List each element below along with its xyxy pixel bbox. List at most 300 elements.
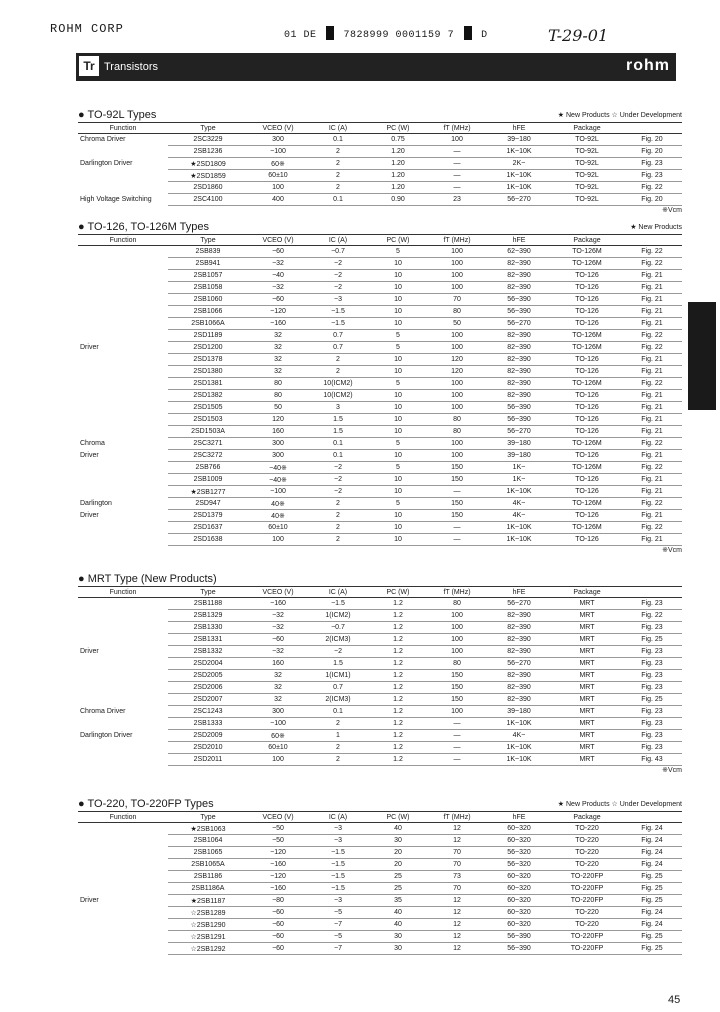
- table-row: [78, 414, 682, 426]
- function-cell: Darlington: [80, 500, 112, 507]
- function-cell: [78, 931, 168, 943]
- table-cell: 40: [368, 823, 428, 835]
- column-header: PC (W): [368, 812, 428, 823]
- table-cell: MRT: [552, 634, 622, 646]
- table-cell: 40※: [248, 498, 308, 510]
- table-cell: MRT: [552, 718, 622, 730]
- table-cell: TO-92L: [552, 182, 622, 194]
- table-cell: 39~180: [486, 706, 552, 718]
- table-cell: 300: [248, 438, 308, 450]
- table-row: [78, 718, 682, 730]
- column-header: IC (A): [308, 123, 368, 134]
- table-cell: 82~390: [486, 258, 552, 270]
- table-cell: TO-92L: [552, 134, 622, 146]
- table-row: [78, 522, 682, 534]
- table-cell: 2SB1236: [168, 146, 248, 158]
- table-cell: −160: [248, 598, 308, 610]
- block-mark: [326, 26, 334, 40]
- section-footnote: ※Vcm: [662, 207, 682, 214]
- table-cell: —: [428, 730, 486, 742]
- table-cell: 82~390: [486, 354, 552, 366]
- table-cell: 2SB1066A: [168, 318, 248, 330]
- table-cell: 32: [248, 366, 308, 378]
- table-row: [78, 742, 682, 754]
- table-cell: TO-220: [552, 847, 622, 859]
- table-cell: TO-126: [552, 354, 622, 366]
- table-cell: TO-220FP: [552, 895, 622, 907]
- table-cell: Fig. 22: [622, 498, 682, 510]
- table-cell: 10: [368, 426, 428, 438]
- table-row: [78, 835, 682, 847]
- table-cell: Fig. 25: [622, 634, 682, 646]
- column-header: Function: [78, 812, 168, 823]
- function-cell: [78, 270, 168, 282]
- table-cell: 2SD2004: [168, 658, 248, 670]
- column-header: [622, 235, 682, 246]
- section-footnote: ※Vcm: [662, 767, 682, 774]
- function-cell: Driver: [80, 897, 99, 904]
- table-cell: 2SC4100: [168, 194, 248, 206]
- table-cell: 1.2: [368, 646, 428, 658]
- table-cell: 100: [428, 270, 486, 282]
- section-to92l: [78, 108, 682, 216]
- table-row: [78, 330, 682, 342]
- table-cell: 5: [368, 378, 428, 390]
- table-cell: Fig. 21: [622, 474, 682, 486]
- function-cell: [78, 622, 168, 634]
- column-header: Package: [552, 587, 622, 598]
- table-cell: 12: [428, 835, 486, 847]
- table-cell: −1.5: [308, 318, 368, 330]
- function-cell: [78, 366, 168, 378]
- table-cell: 1.2: [368, 754, 428, 766]
- table-cell: 2SC3271: [168, 438, 248, 450]
- table-cell: TO-220FP: [552, 943, 622, 955]
- table-cell: 2SC1243: [168, 706, 248, 718]
- table-cell: MRT: [552, 682, 622, 694]
- table-cell: TO-126M: [552, 522, 622, 534]
- table-cell: 56~320: [486, 859, 552, 871]
- column-header: Type: [168, 812, 248, 823]
- side-index-tab: [688, 302, 716, 410]
- table-cell: −60: [248, 919, 308, 931]
- section-to220: [78, 797, 682, 955]
- function-cell: [78, 610, 168, 622]
- table-cell: −3: [308, 895, 368, 907]
- section-footnote: ※Vcm: [662, 547, 682, 554]
- table-cell: 2SD1200: [168, 342, 248, 354]
- table-row: [78, 134, 682, 146]
- table-cell: Fig. 22: [622, 462, 682, 474]
- table-cell: Fig. 22: [622, 610, 682, 622]
- table-cell: 30: [368, 931, 428, 943]
- table-cell: Fig. 23: [622, 730, 682, 742]
- table-cell: 40: [368, 907, 428, 919]
- table-cell: 2SB1186: [168, 871, 248, 883]
- table-cell: Fig. 21: [622, 306, 682, 318]
- table-row: [78, 498, 682, 510]
- function-cell: [78, 823, 168, 835]
- table-cell: TO-126M: [552, 246, 622, 258]
- table-cell: 2SD1638: [168, 534, 248, 546]
- table-cell: 80: [428, 426, 486, 438]
- table-cell: 80: [248, 378, 308, 390]
- table-cell: 30: [368, 943, 428, 955]
- function-cell: Chroma Driver: [80, 708, 126, 715]
- function-cell: Chroma: [80, 440, 105, 447]
- table-row: [78, 706, 682, 718]
- column-header: Package: [552, 123, 622, 134]
- table-cell: 60~320: [486, 919, 552, 931]
- table-cell: 1.5: [308, 658, 368, 670]
- table-cell: 39~180: [486, 438, 552, 450]
- function-cell: [78, 682, 168, 694]
- banner-title: Transistors: [104, 61, 158, 73]
- table-cell: 56~390: [486, 414, 552, 426]
- table-cell: —: [428, 742, 486, 754]
- table-cell: 2SB1332: [168, 646, 248, 658]
- section-legend-note: ★ New Products ☆ Under Development: [557, 801, 682, 808]
- table-cell: 1K~10K: [486, 182, 552, 194]
- table-cell: Fig. 25: [622, 931, 682, 943]
- table-row: [78, 859, 682, 871]
- function-cell: [78, 462, 168, 474]
- table-cell: 100: [428, 450, 486, 462]
- table-cell: TO-126: [552, 474, 622, 486]
- table-cell: 82~390: [486, 366, 552, 378]
- table-cell: 60~320: [486, 823, 552, 835]
- table-row: [78, 366, 682, 378]
- table-cell: 2SB1329: [168, 610, 248, 622]
- table-cell: 60※: [248, 730, 308, 742]
- table-cell: −100: [248, 486, 308, 498]
- table-row: [78, 246, 682, 258]
- table-cell: −32: [248, 610, 308, 622]
- column-header: hFE: [486, 587, 552, 598]
- table-cell: 60~320: [486, 895, 552, 907]
- table-cell: 1.2: [368, 598, 428, 610]
- function-cell: [78, 694, 168, 706]
- table-cell: Fig. 23: [622, 170, 682, 182]
- column-header: Function: [78, 587, 168, 598]
- column-header: fT (MHz): [428, 587, 486, 598]
- table-cell: TO-92L: [552, 158, 622, 170]
- table-cell: 2: [308, 366, 368, 378]
- table-cell: 1.20: [368, 182, 428, 194]
- table-row: [78, 450, 682, 462]
- table-row: [78, 598, 682, 610]
- table-cell: 2SB766: [168, 462, 248, 474]
- table-cell: TO-126: [552, 414, 622, 426]
- table-cell: 60※: [248, 158, 308, 170]
- table-cell: −60: [248, 246, 308, 258]
- function-cell: Driver: [80, 452, 99, 459]
- table-cell: 2SB1066: [168, 306, 248, 318]
- table-cell: −2: [308, 282, 368, 294]
- table-cell: Fig. 23: [622, 706, 682, 718]
- table-cell: 2: [308, 354, 368, 366]
- function-cell: [78, 146, 168, 158]
- table-cell: ★2SB1063: [168, 823, 248, 835]
- table-cell: −160: [248, 859, 308, 871]
- table-cell: 56~320: [486, 847, 552, 859]
- function-cell: Driver: [80, 512, 99, 519]
- table-cell: 2SD2007: [168, 694, 248, 706]
- table-cell: —: [428, 146, 486, 158]
- table-cell: Fig. 22: [622, 182, 682, 194]
- table-cell: MRT: [552, 754, 622, 766]
- table-cell: −32: [248, 646, 308, 658]
- table-cell: TO-92L: [552, 194, 622, 206]
- table-cell: 2: [308, 498, 368, 510]
- table-cell: 100: [248, 754, 308, 766]
- table-cell: 150: [428, 474, 486, 486]
- table-cell: 10(ICM2): [308, 390, 368, 402]
- function-cell: [78, 354, 168, 366]
- table-cell: —: [428, 486, 486, 498]
- table-cell: TO-126M: [552, 378, 622, 390]
- block-mark: [464, 26, 472, 40]
- table-cell: TO-220: [552, 823, 622, 835]
- table-cell: Fig. 21: [622, 270, 682, 282]
- column-header: hFE: [486, 812, 552, 823]
- table-cell: 100: [428, 402, 486, 414]
- table-cell: 100: [428, 390, 486, 402]
- table-cell: Fig. 23: [622, 670, 682, 682]
- table-cell: 12: [428, 907, 486, 919]
- table-cell: 80: [428, 414, 486, 426]
- function-cell: [78, 246, 168, 258]
- table-cell: 23: [428, 194, 486, 206]
- table-cell: Fig. 21: [622, 510, 682, 522]
- table-cell: 1.2: [368, 658, 428, 670]
- function-cell: [78, 182, 168, 194]
- column-header: Type: [168, 587, 248, 598]
- table-cell: 73: [428, 871, 486, 883]
- table-cell: ☆2SB1291: [168, 931, 248, 943]
- table-row: [78, 907, 682, 919]
- function-cell: [78, 414, 168, 426]
- table-cell: 32: [248, 330, 308, 342]
- function-cell: [78, 670, 168, 682]
- table-cell: 32: [248, 682, 308, 694]
- column-header: IC (A): [308, 587, 368, 598]
- table-cell: Fig. 23: [622, 658, 682, 670]
- table-cell: 400: [248, 194, 308, 206]
- function-cell: [78, 871, 168, 883]
- table-cell: 56~270: [486, 318, 552, 330]
- table-cell: 10: [368, 258, 428, 270]
- table-cell: TO-126M: [552, 438, 622, 450]
- column-header: VCEO (V): [248, 123, 308, 134]
- table-cell: 2: [308, 158, 368, 170]
- table-row: [78, 919, 682, 931]
- table-cell: TO-220: [552, 907, 622, 919]
- function-cell: High Voltage Switching: [80, 196, 152, 203]
- table-cell: 56~270: [486, 658, 552, 670]
- table-cell: 10: [368, 534, 428, 546]
- page-number: 45: [668, 994, 681, 1006]
- section-to126: [78, 220, 682, 556]
- table-cell: −2: [308, 486, 368, 498]
- table-cell: 3: [308, 402, 368, 414]
- table-cell: 39~180: [486, 134, 552, 146]
- table-cell: Fig. 23: [622, 158, 682, 170]
- table-cell: 0.1: [308, 438, 368, 450]
- table-cell: 100: [428, 646, 486, 658]
- table-cell: 120: [428, 366, 486, 378]
- table-cell: 150: [428, 498, 486, 510]
- table-row: [78, 754, 682, 766]
- table-cell: Fig. 43: [622, 754, 682, 766]
- table-row: [78, 294, 682, 306]
- table-cell: —: [428, 754, 486, 766]
- table-cell: —: [428, 182, 486, 194]
- column-header: IC (A): [308, 812, 368, 823]
- section-title: ● TO-220, TO-220FP Types: [78, 798, 214, 810]
- table-cell: Fig. 21: [622, 282, 682, 294]
- column-header: PC (W): [368, 235, 428, 246]
- table-cell: 100: [428, 342, 486, 354]
- table-cell: Fig. 23: [622, 598, 682, 610]
- table-cell: 82~390: [486, 330, 552, 342]
- function-cell: Darlington Driver: [80, 160, 133, 167]
- table-cell: 10: [368, 402, 428, 414]
- table-cell: 100: [428, 258, 486, 270]
- table-cell: 56~390: [486, 294, 552, 306]
- table-cell: 25: [368, 883, 428, 895]
- table-cell: Fig. 21: [622, 354, 682, 366]
- table-cell: 32: [248, 670, 308, 682]
- table-cell: 56~270: [486, 194, 552, 206]
- function-cell: [78, 534, 168, 546]
- table-cell: 12: [428, 895, 486, 907]
- table-cell: 2SC3229: [168, 134, 248, 146]
- table-cell: 60±10: [248, 522, 308, 534]
- table-cell: −1.5: [308, 306, 368, 318]
- table-cell: Fig. 21: [622, 426, 682, 438]
- table-cell: −60: [248, 634, 308, 646]
- table-cell: 56~390: [486, 402, 552, 414]
- table-cell: 150: [428, 682, 486, 694]
- table-cell: 56~390: [486, 306, 552, 318]
- table-cell: −3: [308, 294, 368, 306]
- section-mrt: [78, 572, 682, 776]
- table-cell: MRT: [552, 610, 622, 622]
- table-cell: 12: [428, 931, 486, 943]
- table-cell: TO-126M: [552, 498, 622, 510]
- table-cell: 1K~10K: [486, 718, 552, 730]
- table-cell: 2SD2005: [168, 670, 248, 682]
- table-cell: —: [428, 534, 486, 546]
- table-cell: MRT: [552, 646, 622, 658]
- column-header: Function: [78, 235, 168, 246]
- table-cell: −3: [308, 835, 368, 847]
- table-cell: 150: [428, 694, 486, 706]
- table-cell: Fig. 24: [622, 823, 682, 835]
- table-cell: 2(ICM3): [308, 694, 368, 706]
- function-cell: [78, 754, 168, 766]
- table-row: [78, 883, 682, 895]
- column-header: [622, 123, 682, 134]
- table-cell: 10: [368, 366, 428, 378]
- table-row: [78, 390, 682, 402]
- table-cell: 100: [428, 610, 486, 622]
- table-cell: TO-126M: [552, 462, 622, 474]
- table-cell: TO-126M: [552, 342, 622, 354]
- table-cell: 2SD1503A: [168, 426, 248, 438]
- column-header: [622, 587, 682, 598]
- table-cell: 100: [428, 622, 486, 634]
- table-cell: Fig. 20: [622, 194, 682, 206]
- function-cell: [78, 390, 168, 402]
- function-cell: [78, 835, 168, 847]
- table-row: [78, 694, 682, 706]
- table-cell: 2SD1382: [168, 390, 248, 402]
- table-cell: 2SB1333: [168, 718, 248, 730]
- table-cell: 1K~10K: [486, 170, 552, 182]
- table-cell: 82~390: [486, 270, 552, 282]
- table-cell: 100: [428, 706, 486, 718]
- table-cell: 4K~: [486, 498, 552, 510]
- table-cell: TO-126: [552, 306, 622, 318]
- table-cell: 82~390: [486, 282, 552, 294]
- table-cell: Fig. 21: [622, 390, 682, 402]
- table-cell: Fig. 21: [622, 414, 682, 426]
- table-cell: 1.20: [368, 146, 428, 158]
- table-row: [78, 670, 682, 682]
- header-company: ROHM CORP: [50, 22, 124, 36]
- table-row: [78, 306, 682, 318]
- table-cell: MRT: [552, 694, 622, 706]
- table-cell: 60~320: [486, 907, 552, 919]
- table-cell: 2: [308, 146, 368, 158]
- table-cell: 1K~10K: [486, 754, 552, 766]
- table-cell: 5: [368, 438, 428, 450]
- table-cell: 100: [248, 534, 308, 546]
- table-cell: 2: [308, 534, 368, 546]
- function-cell: [78, 919, 168, 931]
- table-cell: 100: [428, 330, 486, 342]
- table-cell: 1K~10K: [486, 742, 552, 754]
- table-cell: 82~390: [486, 694, 552, 706]
- table-cell: 70: [428, 883, 486, 895]
- table-row: [78, 182, 682, 194]
- column-header: Package: [552, 812, 622, 823]
- table-cell: 82~390: [486, 670, 552, 682]
- table-cell: 2SD1860: [168, 182, 248, 194]
- table-cell: 2SB1065A: [168, 859, 248, 871]
- table-cell: 56~270: [486, 426, 552, 438]
- table-cell: 32: [248, 342, 308, 354]
- table-cell: −40※: [248, 462, 308, 474]
- table-row: [78, 682, 682, 694]
- table-cell: Fig. 21: [622, 402, 682, 414]
- table-cell: 2: [308, 522, 368, 534]
- column-header: Type: [168, 123, 248, 134]
- table-cell: 82~390: [486, 622, 552, 634]
- table-cell: 35: [368, 895, 428, 907]
- table-cell: −60: [248, 294, 308, 306]
- table-row: [78, 658, 682, 670]
- table-cell: −2: [308, 270, 368, 282]
- table-row: [78, 378, 682, 390]
- table-cell: 0.1: [308, 450, 368, 462]
- table-cell: 82~390: [486, 378, 552, 390]
- table-cell: 2SD947: [168, 498, 248, 510]
- table-cell: 2K~: [486, 158, 552, 170]
- table-cell: 1K~10K: [486, 522, 552, 534]
